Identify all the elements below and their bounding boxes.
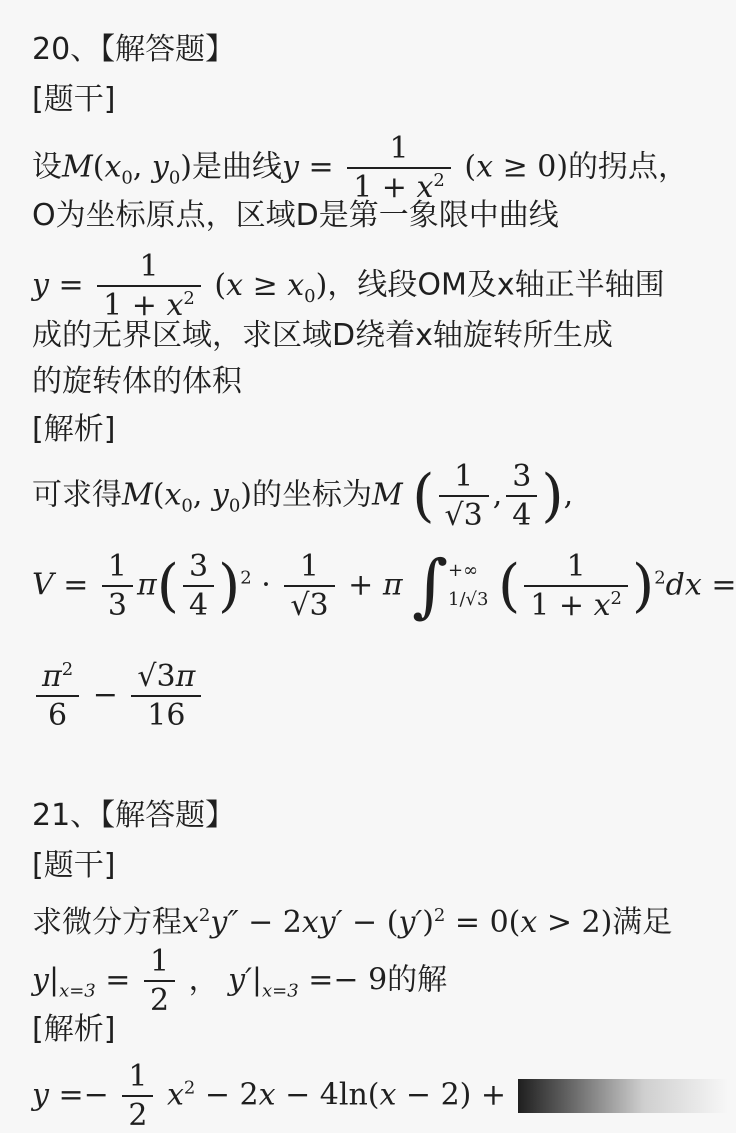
q20-answer-line2: V = $\frac{1}{3}$ π( $\frac{3}{4}$ )$^2$ · $\frac{1}{√3}$ + π ∫ +∞ 1/√3 ( $\frac{1}{1 + x^2}$ )$^2$dx = [32, 546, 736, 626]
q20-answer-text: 可求得 [32, 477, 122, 513]
fraction: $\frac{1}{1 + x^2}$ [524, 550, 628, 622]
q21-stem-text: 的解 [387, 962, 448, 998]
q20-stem-line2: O为坐标原点，区域D是第一象限中曲线 [32, 198, 559, 233]
fraction: $\frac{1}{2}$ [144, 945, 175, 1017]
q20-stem-text: 的拐点， [568, 149, 689, 185]
redaction-gradient [518, 1079, 728, 1113]
fraction: $\frac{1}{2}$ [122, 1060, 153, 1132]
q21-answer-line1: y =− $\frac{1}{2}$ $x^2 - 2x - 4\ln(x - 2)$ + [32, 1060, 728, 1132]
q21-stem-label: [题干] [32, 848, 116, 883]
q20-answer-line1: 可求得$M(x_0$, $y_0$)的坐标为M ( $\frac{1}{√3}$ , $\frac{3}{4}$ ), [32, 459, 574, 533]
q20-stem-label: [题干] [32, 82, 116, 117]
q20-header: 20、【解答题】 [32, 32, 236, 67]
q21-stem-text: 求微分方程 [32, 905, 182, 940]
q20-analysis-label: [解析] [32, 412, 116, 447]
fraction: $\frac{1}{1 + x^2}$ [97, 250, 201, 322]
fraction: $\frac{1}{3}$ [102, 550, 133, 622]
fraction: $\frac{1}{√3}$ [439, 460, 489, 532]
fraction: $\frac{3}{4}$ [183, 550, 214, 622]
q21-header: 21、【解答题】 [32, 798, 236, 833]
q20-stem-text: 设 [32, 149, 62, 185]
q20-stem-line3: y = $\frac{1}{1 + x^2}$ $(x \ge x_0)$，线段OM及x轴正半轴围 [32, 249, 665, 323]
fraction: $\frac{√3\pi}{16}$ [131, 660, 201, 732]
q20-stem-text: ，线段OM及x轴正半轴围 [327, 267, 665, 303]
fraction: $\frac{1}{√3}$ [284, 550, 334, 622]
fraction: $\frac{1}{1 + x^2}$ [347, 132, 451, 204]
fraction: $\frac{\pi^2}{6}$ [36, 660, 79, 732]
q21-stem-text: 满足 [612, 905, 673, 940]
q20-stem-line1: 设$M(x_0$, $y_0$)是曲线y = $\frac{1}{1 + x^2}$ (x ≥ 0)的拐点， [32, 131, 689, 205]
q20-stem-text: 是曲线 [192, 149, 283, 185]
q20-answer-text: 的坐标为 [252, 477, 373, 513]
q20-stem-line4: 成的无界区域，求区域D绕着x轴旋转所生成 [32, 318, 613, 353]
q20-answer-line3: $\frac{\pi^2}{6}$ − $\frac{√3\pi}{16}$ [32, 660, 205, 732]
q21-stem-line2: $y|_{x=3}$ = $\frac{1}{2}$ ， $y'|_{x=3} =- 9$的解 [32, 944, 448, 1018]
q21-analysis-label: [解析] [32, 1012, 116, 1047]
q20-stem-line5: 的旋转体的体积 [32, 364, 242, 399]
q21-stem-line1: 求微分方程$x^2y'' - 2xy' - (y')^2 = 0(x > 2)$满足 [32, 905, 673, 940]
fraction: $\frac{3}{4}$ [506, 460, 537, 532]
